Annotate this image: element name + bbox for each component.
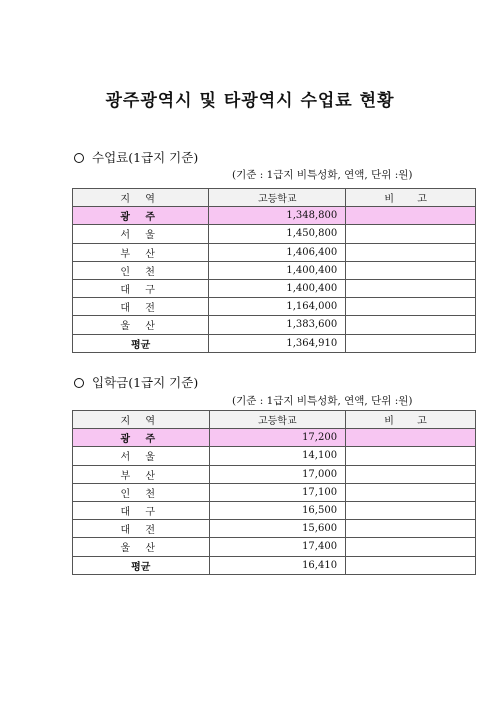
table-row <box>73 465 476 483</box>
region-cell: 광 주 <box>73 207 209 225</box>
remark-cell <box>346 225 476 243</box>
amount-cell: 1,364,910 <box>209 334 346 352</box>
amount-cell: 1,400,400 <box>209 279 346 297</box>
amount-cell: 1,348,800 <box>209 207 346 225</box>
table-row <box>73 298 476 316</box>
amount-cell: 1,400,400 <box>209 261 346 279</box>
region-cell: 서 울 <box>73 225 209 243</box>
remark-cell <box>346 429 476 447</box>
section-note: (기준 : 1급지 비특성화, 연액, 단위 :원) <box>232 169 413 181</box>
table-row <box>73 243 476 261</box>
remark-cell <box>346 279 476 297</box>
table-row <box>73 261 476 279</box>
remark-cell <box>346 520 476 538</box>
table-row <box>73 520 476 538</box>
region-cell: 대 구 <box>73 279 209 297</box>
remark-cell <box>346 483 476 501</box>
table-row <box>73 483 476 501</box>
table-row <box>73 501 476 519</box>
amount-cell: 17,000 <box>209 465 346 483</box>
section-heading-text: 수업료(1급지 기준) <box>92 150 199 165</box>
column-header-remark: 비 고 <box>346 411 476 429</box>
admission-table <box>72 410 476 575</box>
remark-cell <box>346 298 476 316</box>
amount-cell: 16,410 <box>209 556 346 574</box>
section-heading-tuition <box>74 148 198 166</box>
region-cell: 평균 <box>73 556 210 574</box>
region-cell: 부 산 <box>73 243 209 261</box>
column-header-highschool: 고등학교 <box>209 189 346 207</box>
table-row <box>73 316 476 334</box>
table-row <box>73 207 476 225</box>
amount-cell: 17,400 <box>209 538 346 556</box>
table-row <box>73 225 476 243</box>
amount-cell: 15,600 <box>209 520 346 538</box>
region-cell: 인 천 <box>73 483 210 501</box>
region-cell: 울 산 <box>73 538 210 556</box>
table-row <box>73 538 476 556</box>
section-note: (기준 : 1급지 비특성화, 연액, 단위 :원) <box>232 395 413 407</box>
remark-cell <box>346 316 476 334</box>
remark-cell <box>346 556 476 574</box>
circle-bullet-icon <box>74 378 84 388</box>
amount-cell: 16,500 <box>209 501 346 519</box>
circle-bullet-icon <box>74 153 84 163</box>
remark-cell <box>346 538 476 556</box>
amount-cell: 14,100 <box>209 447 346 465</box>
remark-cell <box>346 243 476 261</box>
region-cell: 평균 <box>73 334 209 352</box>
table-header-row <box>73 189 476 207</box>
remark-cell <box>346 501 476 519</box>
amount-cell: 1,406,400 <box>209 243 346 261</box>
region-cell: 울 산 <box>73 316 209 334</box>
region-cell: 광 주 <box>73 429 210 447</box>
column-header-highschool: 고등학교 <box>209 411 346 429</box>
region-cell: 부 산 <box>73 465 210 483</box>
table-row <box>73 429 476 447</box>
region-cell: 서 울 <box>73 447 210 465</box>
column-header-region: 지 역 <box>73 189 209 207</box>
page-title: 광주광역시 및 타광역시 수업료 현황 <box>105 91 395 111</box>
remark-cell <box>346 207 476 225</box>
tuition-table <box>72 188 476 353</box>
amount-cell: 1,450,800 <box>209 225 346 243</box>
amount-cell: 17,100 <box>209 483 346 501</box>
table-row <box>73 447 476 465</box>
remark-cell <box>346 334 476 352</box>
region-cell: 대 구 <box>73 501 210 519</box>
table-header-row <box>73 411 476 429</box>
remark-cell <box>346 447 476 465</box>
remark-cell <box>346 261 476 279</box>
column-header-remark: 비 고 <box>346 189 476 207</box>
section-heading-admission <box>74 373 198 391</box>
region-cell: 인 천 <box>73 261 209 279</box>
amount-cell: 1,164,000 <box>209 298 346 316</box>
region-cell: 대 전 <box>73 520 210 538</box>
table-row-average <box>73 334 476 352</box>
amount-cell: 17,200 <box>209 429 346 447</box>
amount-cell: 1,383,600 <box>209 316 346 334</box>
remark-cell <box>346 465 476 483</box>
section-heading-text: 입학금(1급지 기준) <box>92 375 199 390</box>
region-cell: 대 전 <box>73 298 209 316</box>
table-row-average <box>73 556 476 574</box>
table-row <box>73 279 476 297</box>
column-header-region: 지 역 <box>73 411 210 429</box>
